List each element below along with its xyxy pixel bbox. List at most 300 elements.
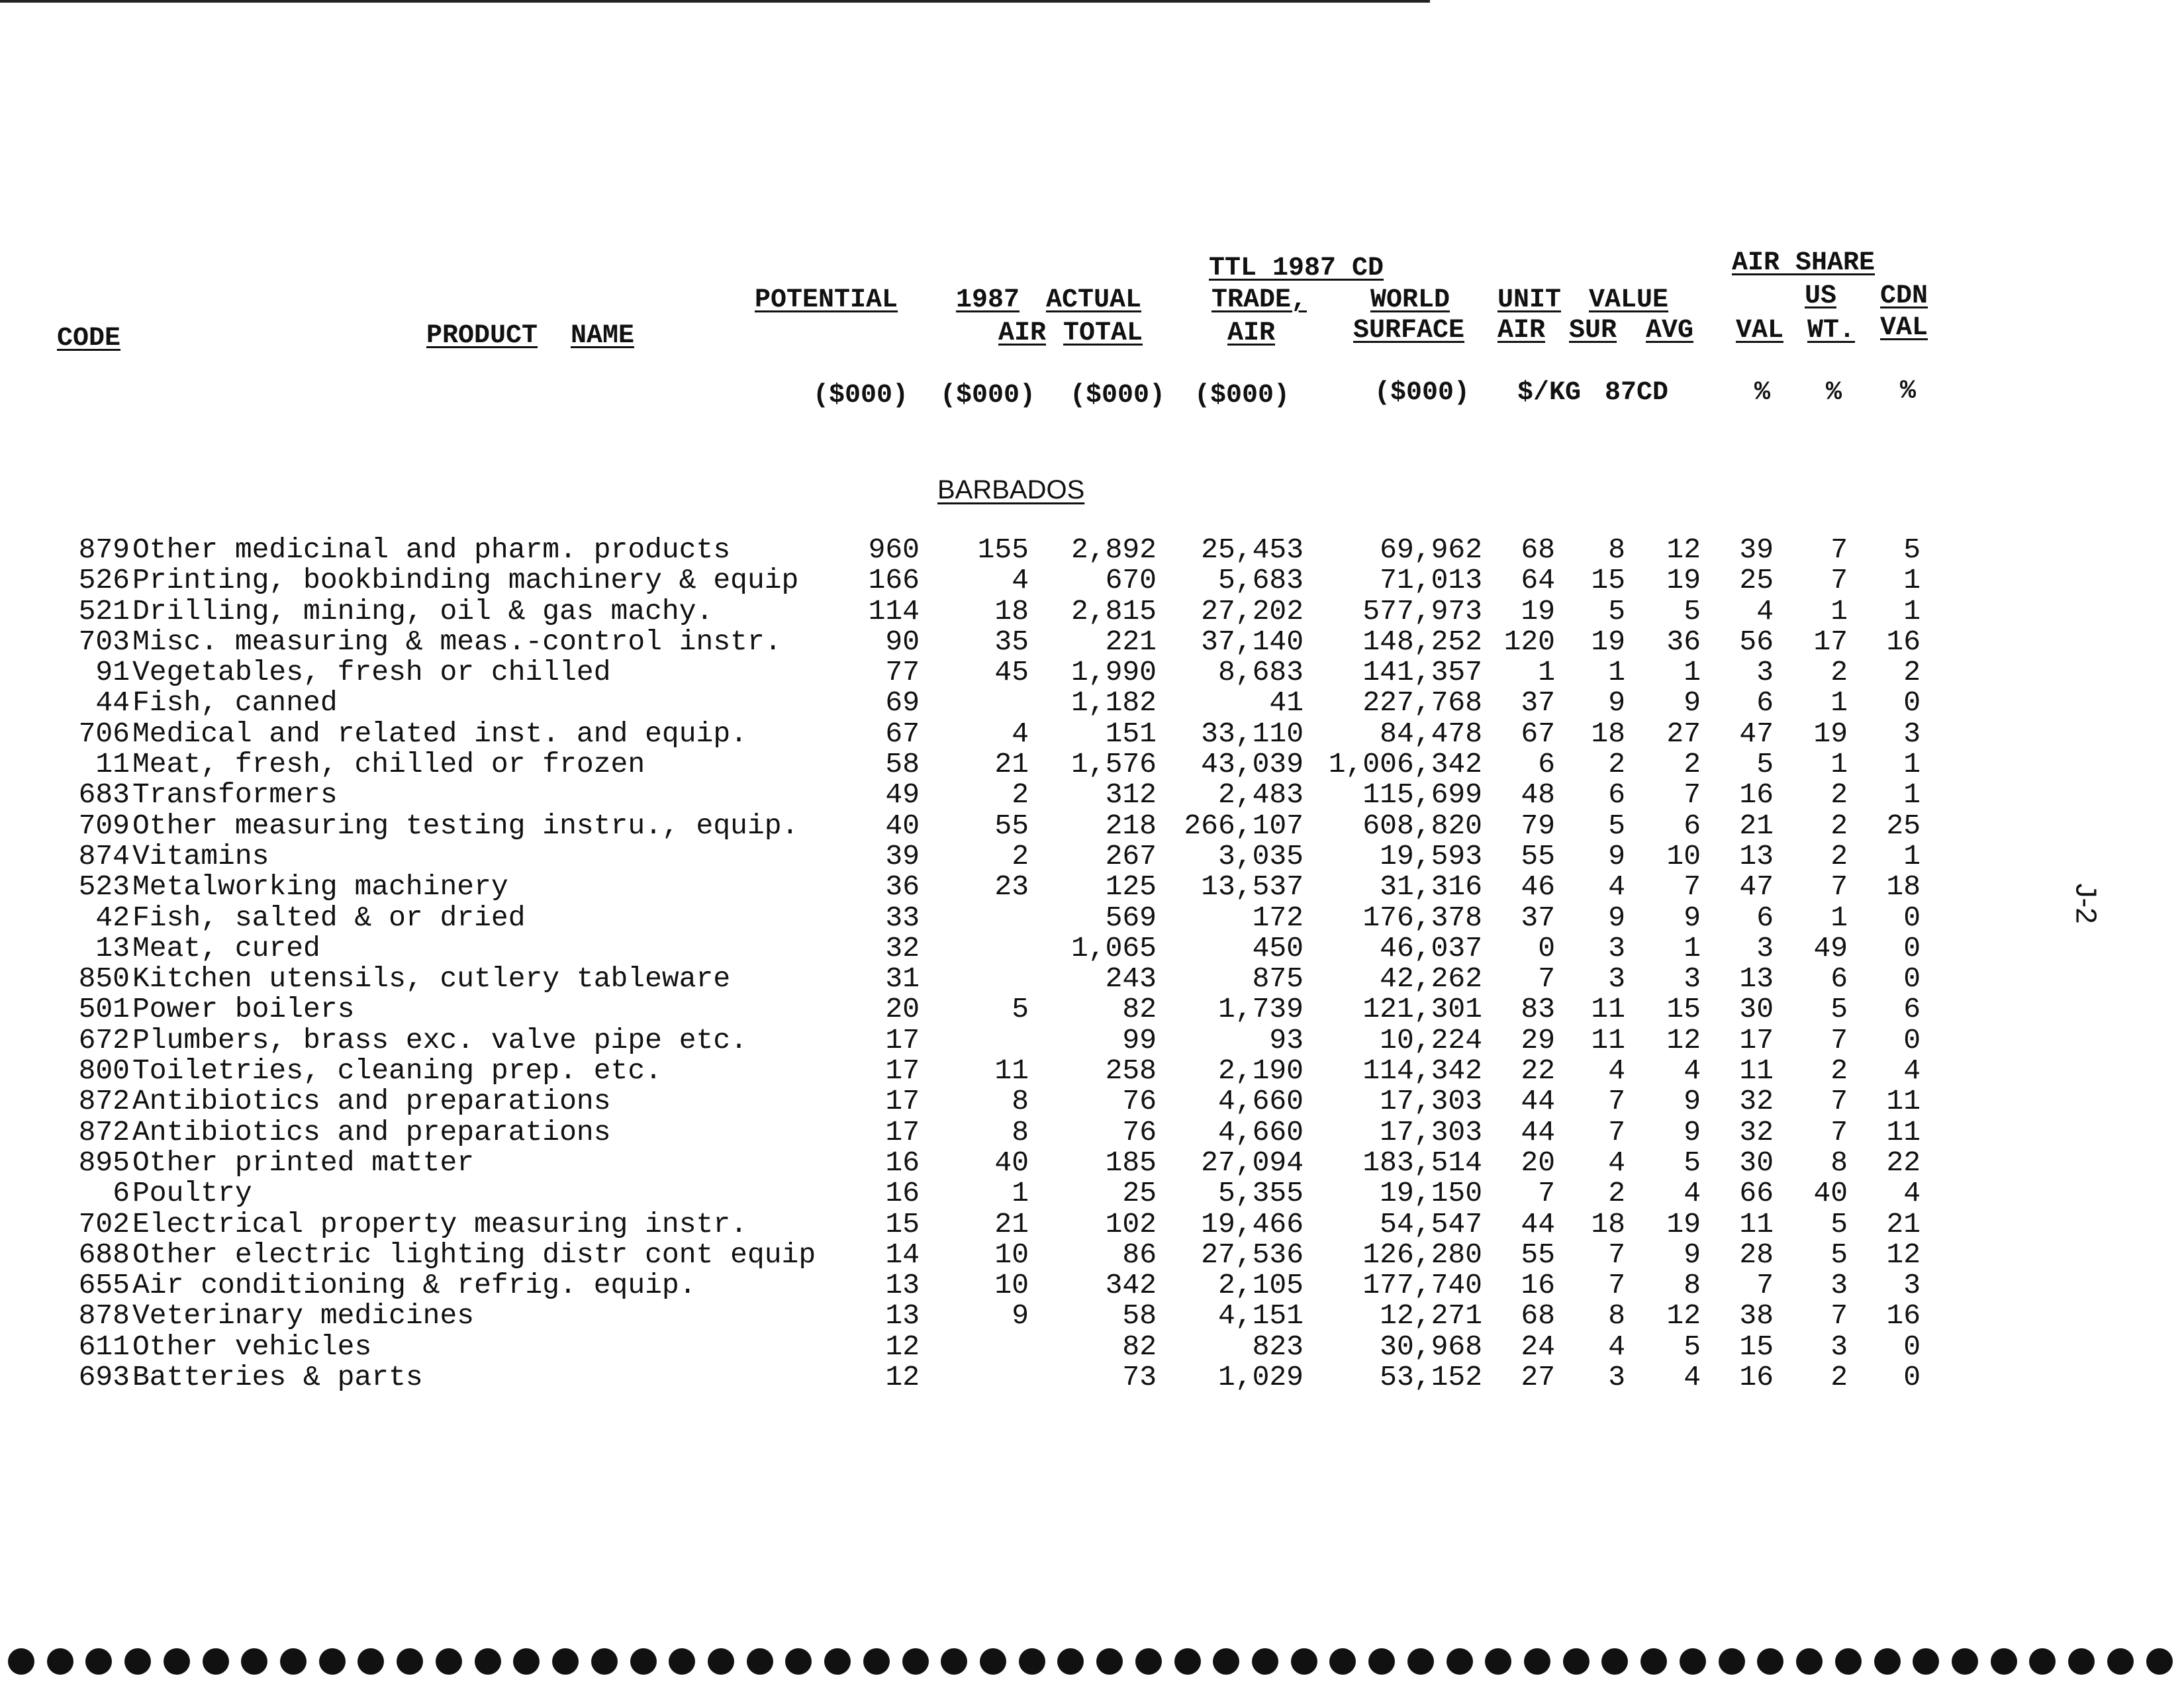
row-unit-air: 44 [1521, 1115, 1555, 1148]
row-1987-air: 21 [994, 1207, 1029, 1240]
row-1987-air: 35 [994, 625, 1029, 658]
row-world-surface: 183,514 [1362, 1146, 1482, 1179]
perforation-dot [280, 1648, 307, 1675]
row-1987-air: 40 [994, 1146, 1029, 1179]
row-share-val: 3 [1756, 931, 1774, 964]
row-share-val: 6 [1756, 686, 1774, 720]
row-value-sur: 11 [1591, 1023, 1625, 1056]
row-ttl-trade-air: 5,683 [1217, 564, 1304, 597]
row-unit-air: 44 [1521, 1085, 1555, 1118]
row-world-surface: 42,262 [1380, 962, 1482, 996]
header-name: NAME [571, 321, 635, 351]
row-potential: 49 [885, 778, 920, 812]
row-value-avg: 12 [1666, 1299, 1701, 1332]
row-actual-total: 569 [1105, 901, 1157, 934]
row-share-us-wt: 3 [1830, 1269, 1848, 1302]
row-potential: 69 [885, 686, 920, 720]
row-code: 501 [78, 993, 130, 1026]
row-ttl-trade-air: 93 [1269, 1023, 1304, 1056]
unit-cdn-pct: % [1900, 377, 1917, 406]
row-actual-total: 58 [1122, 1299, 1157, 1332]
row-share-val: 15 [1739, 1330, 1774, 1363]
row-product-name: Other electric lighting distr cont equip [132, 1238, 816, 1271]
row-product-name: Misc. measuring & meas.-control instr. [132, 625, 782, 658]
perforation-dot [2146, 1648, 2173, 1675]
header-sur: SUR [1569, 316, 1617, 346]
perforation-dot [1913, 1648, 1939, 1675]
row-world-surface: 176,378 [1362, 901, 1482, 934]
row-share-us-wt: 7 [1830, 1115, 1848, 1148]
header-val: VAL [1736, 316, 1784, 346]
row-unit-air: 27 [1521, 1361, 1555, 1394]
row-actual-total: 2,815 [1070, 594, 1157, 628]
row-world-surface: 608,820 [1362, 809, 1482, 842]
perforation-dots [8, 1648, 2173, 1680]
row-potential: 14 [885, 1238, 920, 1271]
table-row [0, 933, 2184, 964]
row-potential: 32 [885, 931, 920, 964]
row-1987-air: 55 [994, 809, 1029, 842]
row-ttl-trade-air: 27,536 [1201, 1238, 1304, 1271]
row-unit-air: 29 [1521, 1023, 1555, 1056]
row-share-val: 25 [1739, 564, 1774, 597]
row-share-val: 47 [1739, 717, 1774, 750]
perforation-dot [785, 1648, 812, 1675]
row-value-sur: 7 [1608, 1238, 1625, 1271]
row-value-sur: 1 [1608, 656, 1625, 689]
row-share-us-wt: 1 [1830, 748, 1848, 781]
row-1987-air: 1 [1012, 1177, 1029, 1210]
row-ttl-trade-air: 1,739 [1217, 993, 1304, 1026]
row-potential: 36 [885, 870, 920, 904]
table-row [0, 872, 2184, 902]
row-value-sur: 7 [1608, 1115, 1625, 1148]
row-share-val: 6 [1756, 901, 1774, 934]
row-share-val: 7 [1756, 1269, 1774, 1302]
row-value-sur: 4 [1608, 1146, 1625, 1179]
row-share-us-wt: 40 [1813, 1177, 1848, 1210]
row-value-sur: 9 [1608, 839, 1625, 872]
row-ttl-trade-air: 33,110 [1201, 717, 1304, 750]
row-actual-total: 243 [1105, 962, 1157, 996]
row-actual-total: 221 [1105, 625, 1157, 658]
header-value: VALUE [1589, 285, 1669, 315]
row-unit-air: 7 [1538, 962, 1555, 996]
row-unit-air: 67 [1521, 717, 1555, 750]
row-value-sur: 18 [1591, 1207, 1625, 1240]
unit-87cd: 87CD [1605, 378, 1669, 408]
row-code: 706 [78, 717, 130, 750]
row-share-val: 21 [1739, 809, 1774, 842]
row-value-sur: 4 [1608, 1330, 1625, 1363]
row-ttl-trade-air: 823 [1252, 1330, 1304, 1363]
row-potential: 77 [885, 656, 920, 689]
perforation-dot [436, 1648, 462, 1675]
perforation-dot [1174, 1648, 1201, 1675]
header-ttl-1987-cd: TTL 1987 CD [1209, 254, 1384, 283]
row-share-cdn-val: 5 [1903, 534, 1921, 566]
row-potential: 12 [885, 1361, 920, 1394]
row-ttl-trade-air: 2,190 [1217, 1054, 1304, 1088]
row-code: 895 [78, 1146, 130, 1179]
row-share-cdn-val: 4 [1903, 1177, 1921, 1210]
row-actual-total: 312 [1105, 778, 1157, 812]
table-row [0, 535, 2184, 565]
row-share-us-wt: 5 [1830, 993, 1848, 1026]
row-product-name: Medical and related inst. and equip. [132, 717, 747, 750]
row-value-sur: 18 [1591, 717, 1625, 750]
row-share-cdn-val: 0 [1903, 1023, 1921, 1056]
row-product-name: Drilling, mining, oil & gas machy. [132, 594, 714, 628]
row-value-sur: 9 [1608, 686, 1625, 720]
row-ttl-trade-air: 4,660 [1217, 1085, 1304, 1118]
row-product-name: Antibiotics and preparations [132, 1115, 611, 1148]
row-value-sur: 5 [1608, 809, 1625, 842]
row-share-cdn-val: 16 [1886, 1299, 1921, 1332]
row-product-name: Fish, canned [132, 686, 338, 720]
row-code: 688 [78, 1238, 130, 1271]
row-share-cdn-val: 4 [1903, 1054, 1921, 1088]
row-code: 655 [78, 1269, 130, 1302]
row-unit-air: 1 [1538, 656, 1555, 689]
row-code: 709 [78, 809, 130, 842]
row-share-val: 30 [1739, 993, 1774, 1026]
table-row [0, 1301, 2184, 1331]
row-share-cdn-val: 0 [1903, 962, 1921, 996]
row-potential: 17 [885, 1054, 920, 1088]
row-product-name: Poultry [132, 1177, 252, 1210]
row-product-name: Toiletries, cleaning prep. etc. [132, 1054, 662, 1088]
row-share-val: 4 [1756, 594, 1774, 628]
row-share-cdn-val: 0 [1903, 686, 1921, 720]
perforation-dot [1368, 1648, 1395, 1675]
row-unit-air: 48 [1521, 778, 1555, 812]
row-ttl-trade-air: 8,683 [1217, 656, 1304, 689]
header-us: US [1805, 281, 1837, 311]
row-value-avg: 15 [1666, 993, 1701, 1026]
row-code: 13 [95, 931, 130, 964]
row-world-surface: 71,013 [1380, 564, 1482, 597]
row-value-sur: 15 [1591, 564, 1625, 597]
row-value-sur: 3 [1608, 1361, 1625, 1394]
row-1987-air: 4 [1012, 717, 1029, 750]
row-world-surface: 69,962 [1380, 534, 1482, 566]
row-code: 526 [78, 564, 130, 597]
table-row [0, 1025, 2184, 1056]
perforation-dot [1329, 1648, 1356, 1675]
row-value-avg: 1 [1684, 931, 1701, 964]
row-code: 879 [78, 534, 130, 566]
row-potential: 166 [868, 564, 920, 597]
header-actual: ACTUAL [1046, 285, 1142, 315]
row-ttl-trade-air: 2,483 [1217, 778, 1304, 812]
row-code: 672 [78, 1023, 130, 1056]
row-value-avg: 5 [1684, 594, 1701, 628]
table-row [0, 1086, 2184, 1117]
row-potential: 67 [885, 717, 920, 750]
row-share-cdn-val: 3 [1903, 1269, 1921, 1302]
row-value-avg: 9 [1684, 1085, 1701, 1118]
row-share-us-wt: 8 [1830, 1146, 1848, 1179]
row-share-cdn-val: 11 [1886, 1085, 1921, 1118]
row-1987-air: 155 [977, 534, 1029, 566]
unit-total: ($000) [1070, 381, 1166, 410]
row-share-us-wt: 2 [1830, 1361, 1848, 1394]
perforation-dot [1796, 1648, 1823, 1675]
perforation-dot [2029, 1648, 2056, 1675]
row-share-us-wt: 1 [1830, 901, 1848, 934]
perforation-dot [357, 1648, 384, 1675]
row-product-name: Vegetables, fresh or chilled [132, 656, 611, 689]
row-code: 521 [78, 594, 130, 628]
row-product-name: Kitchen utensils, cutlery tableware [132, 962, 731, 996]
row-code: 872 [78, 1085, 130, 1118]
row-value-sur: 8 [1608, 534, 1625, 566]
row-world-surface: 148,252 [1362, 625, 1482, 658]
row-share-us-wt: 7 [1830, 564, 1848, 597]
table-row [0, 1332, 2184, 1362]
row-potential: 58 [885, 748, 920, 781]
row-share-val: 17 [1739, 1023, 1774, 1056]
row-share-cdn-val: 21 [1886, 1207, 1921, 1240]
row-share-cdn-val: 1 [1903, 564, 1921, 597]
row-1987-air: 45 [994, 656, 1029, 689]
unit-wt-pct: % [1826, 378, 1842, 408]
row-product-name: Meat, fresh, chilled or frozen [132, 748, 645, 781]
row-potential: 16 [885, 1146, 920, 1179]
perforation-dot [319, 1648, 346, 1675]
row-value-avg: 4 [1684, 1177, 1701, 1210]
perforation-dot [2068, 1648, 2095, 1675]
row-product-name: Antibiotics and preparations [132, 1085, 611, 1118]
row-potential: 31 [885, 962, 920, 996]
row-actual-total: 73 [1122, 1361, 1157, 1394]
perforation-dot [1835, 1648, 1862, 1675]
row-ttl-trade-air: 1,029 [1217, 1361, 1304, 1394]
header-unit-air: AIR [1497, 316, 1546, 346]
row-share-us-wt: 7 [1830, 1299, 1848, 1332]
row-share-us-wt: 19 [1813, 717, 1848, 750]
row-world-surface: 121,301 [1362, 993, 1482, 1026]
perforation-dot [1874, 1648, 1901, 1675]
table-row [0, 565, 2184, 596]
row-actual-total: 1,990 [1070, 656, 1157, 689]
perforation-dot [1252, 1648, 1278, 1675]
row-potential: 40 [885, 809, 920, 842]
row-unit-air: 7 [1538, 1177, 1555, 1210]
row-unit-air: 20 [1521, 1146, 1555, 1179]
row-unit-air: 68 [1521, 534, 1555, 566]
row-code: 11 [95, 748, 130, 781]
row-actual-total: 82 [1122, 993, 1157, 1026]
row-value-sur: 3 [1608, 931, 1625, 964]
row-potential: 13 [885, 1299, 920, 1332]
row-value-sur: 5 [1608, 594, 1625, 628]
row-share-cdn-val: 1 [1903, 748, 1921, 781]
row-code: 611 [78, 1330, 130, 1363]
row-potential: 39 [885, 839, 920, 872]
row-ttl-trade-air: 27,094 [1201, 1146, 1304, 1179]
row-unit-air: 55 [1521, 839, 1555, 872]
table-row [0, 627, 2184, 657]
header-cdn-val: VAL [1880, 313, 1928, 343]
row-potential: 17 [885, 1115, 920, 1148]
row-share-cdn-val: 0 [1903, 901, 1921, 934]
row-value-avg: 19 [1666, 564, 1701, 597]
row-actual-total: 1,576 [1070, 748, 1157, 781]
row-actual-total: 1,182 [1070, 686, 1157, 720]
row-value-sur: 3 [1608, 962, 1625, 996]
row-actual-total: 99 [1122, 1023, 1157, 1056]
row-share-cdn-val: 12 [1886, 1238, 1921, 1271]
row-potential: 90 [885, 625, 920, 658]
row-unit-air: 24 [1521, 1330, 1555, 1363]
row-share-cdn-val: 1 [1903, 839, 1921, 872]
row-world-surface: 10,224 [1380, 1023, 1482, 1056]
row-product-name: Other vehicles [132, 1330, 372, 1363]
row-product-name: Meat, cured [132, 931, 320, 964]
row-world-surface: 19,150 [1380, 1177, 1482, 1210]
row-share-cdn-val: 16 [1886, 625, 1921, 658]
header-cdn: CDN [1880, 281, 1928, 311]
row-share-val: 47 [1739, 870, 1774, 904]
row-product-name: Printing, bookbinding machinery & equip [132, 564, 799, 597]
row-share-cdn-val: 1 [1903, 594, 1921, 628]
row-share-val: 16 [1739, 778, 1774, 812]
perforation-dot [1096, 1648, 1123, 1675]
row-code: 44 [95, 686, 130, 720]
row-actual-total: 76 [1122, 1115, 1157, 1148]
row-value-avg: 3 [1684, 962, 1701, 996]
header-1987: 1987 [956, 285, 1020, 315]
row-unit-air: 16 [1521, 1269, 1555, 1302]
perforation-dot [1291, 1648, 1317, 1675]
row-ttl-trade-air: 13,537 [1201, 870, 1304, 904]
row-world-surface: 141,357 [1362, 656, 1482, 689]
row-value-avg: 1 [1684, 656, 1701, 689]
row-share-us-wt: 2 [1830, 839, 1848, 872]
row-actual-total: 2,892 [1070, 534, 1157, 566]
unit-kg: $/KG [1517, 378, 1582, 408]
header-code: CODE [57, 324, 121, 353]
perforation-dot [1952, 1648, 1978, 1675]
row-code: 872 [78, 1115, 130, 1148]
row-product-name: Other printed matter [132, 1146, 475, 1179]
perforation-dot [630, 1648, 657, 1675]
perforation-dot [1563, 1648, 1590, 1675]
perforation-dot [8, 1648, 34, 1675]
row-unit-air: 22 [1521, 1054, 1555, 1088]
perforation-dot [1485, 1648, 1511, 1675]
row-world-surface: 19,593 [1380, 839, 1482, 872]
row-value-avg: 5 [1684, 1146, 1701, 1179]
row-share-us-wt: 2 [1830, 778, 1848, 812]
row-actual-total: 670 [1105, 564, 1157, 597]
row-share-val: 5 [1756, 748, 1774, 781]
row-value-avg: 12 [1666, 1023, 1701, 1056]
header-product: PRODUCT [426, 321, 538, 351]
unit-ttl: ($000) [1194, 381, 1290, 410]
row-1987-air: 8 [1012, 1115, 1029, 1148]
row-unit-air: 0 [1538, 931, 1555, 964]
perforation-dot [1640, 1648, 1667, 1675]
row-world-surface: 53,152 [1380, 1361, 1482, 1394]
row-world-surface: 1,006,342 [1328, 748, 1482, 781]
row-unit-air: 37 [1521, 686, 1555, 720]
row-value-avg: 7 [1684, 870, 1701, 904]
row-value-sur: 4 [1608, 870, 1625, 904]
page-number: J-2 [2069, 883, 2103, 924]
row-1987-air: 2 [1012, 778, 1029, 812]
table-row [0, 841, 2184, 872]
header-surface: SURFACE [1353, 316, 1465, 346]
row-ttl-trade-air: 2,105 [1217, 1269, 1304, 1302]
row-world-surface: 84,478 [1380, 717, 1482, 750]
row-product-name: Plumbers, brass exc. valve pipe etc. [132, 1023, 747, 1056]
row-actual-total: 102 [1105, 1207, 1157, 1240]
row-actual-total: 125 [1105, 870, 1157, 904]
row-ttl-trade-air: 450 [1252, 931, 1304, 964]
perforation-dot [980, 1648, 1006, 1675]
row-share-val: 16 [1739, 1361, 1774, 1394]
row-1987-air: 10 [994, 1269, 1029, 1302]
header-air: AIR [998, 318, 1047, 348]
row-ttl-trade-air: 5,355 [1217, 1177, 1304, 1210]
row-value-avg: 9 [1684, 686, 1701, 720]
row-1987-air: 2 [1012, 839, 1029, 872]
row-value-sur: 4 [1608, 1054, 1625, 1088]
table-row [0, 688, 2184, 718]
table-row [0, 1117, 2184, 1148]
row-product-name: Other measuring testing instru., equip. [132, 809, 799, 842]
row-ttl-trade-air: 3,035 [1217, 839, 1304, 872]
row-1987-air: 4 [1012, 564, 1029, 597]
table-row [0, 811, 2184, 841]
row-ttl-trade-air: 37,140 [1201, 625, 1304, 658]
unit-potential: ($000) [813, 381, 909, 410]
row-product-name: Metalworking machinery [132, 870, 508, 904]
row-value-avg: 2 [1684, 748, 1701, 781]
row-share-cdn-val: 0 [1903, 1330, 1921, 1363]
row-share-us-wt: 2 [1830, 656, 1848, 689]
row-share-val: 56 [1739, 625, 1774, 658]
row-code: 800 [78, 1054, 130, 1088]
row-share-cdn-val: 2 [1903, 656, 1921, 689]
row-value-avg: 12 [1666, 534, 1701, 566]
row-ttl-trade-air: 41 [1269, 686, 1304, 720]
perforation-dot [124, 1648, 151, 1675]
table-row [0, 1209, 2184, 1240]
row-share-val: 32 [1739, 1085, 1774, 1118]
row-unit-air: 6 [1538, 748, 1555, 781]
row-potential: 17 [885, 1023, 920, 1056]
row-world-surface: 577,973 [1362, 594, 1482, 628]
row-share-us-wt: 5 [1830, 1207, 1848, 1240]
perforation-dot [47, 1648, 73, 1675]
row-ttl-trade-air: 4,660 [1217, 1115, 1304, 1148]
header-potential: POTENTIAL [755, 285, 898, 315]
row-code: 6 [113, 1177, 130, 1210]
perforation-dot [203, 1648, 229, 1675]
row-share-cdn-val: 0 [1903, 931, 1921, 964]
row-value-avg: 6 [1684, 809, 1701, 842]
row-potential: 15 [885, 1207, 920, 1240]
row-world-surface: 54,547 [1380, 1207, 1482, 1240]
row-product-name: Power boilers [132, 993, 355, 1026]
perforation-dot [1213, 1648, 1239, 1675]
row-world-surface: 46,037 [1380, 931, 1482, 964]
row-actual-total: 25 [1122, 1177, 1157, 1210]
